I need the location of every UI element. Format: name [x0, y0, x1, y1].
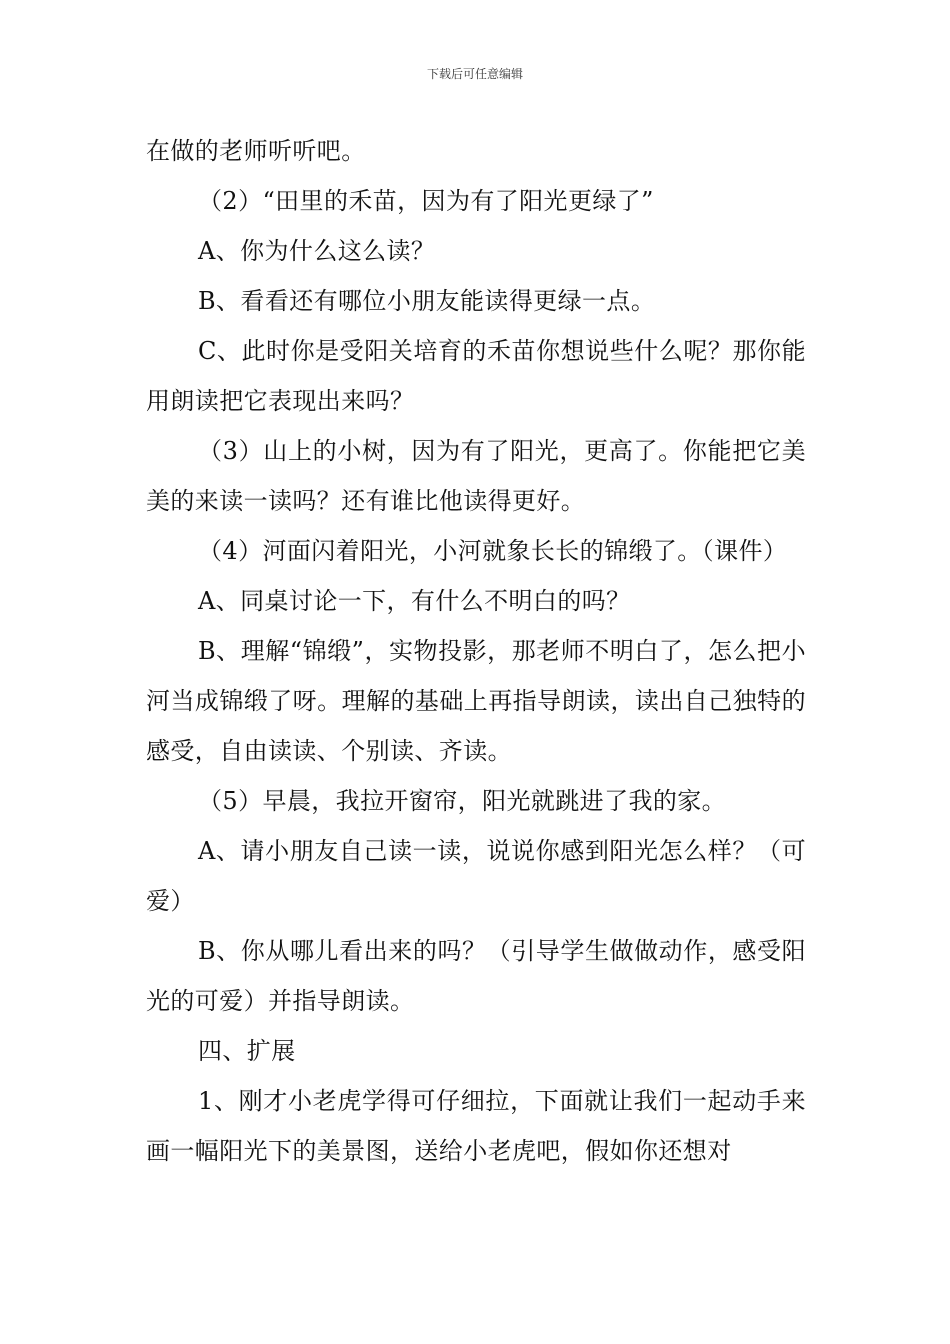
section-heading-extension: 四、扩展 — [198, 1037, 296, 1065]
paragraph-11: A、请小朋友自己读一读，说说你感到阳光怎么样？（可爱） — [146, 837, 806, 915]
paragraph-9: B、理解“锦缎”，实物投影，那老师不明白了，怎么把小河当成锦缎了呀。理解的基础上再指导朗读，读出自己独特的感受，自由读读、个别读、齐读。 — [146, 637, 806, 765]
document-body — [146, 126, 806, 1176]
paragraph-8: A、同桌讨论一下，有什么不明白的吗？ — [198, 587, 631, 615]
paragraph-6: （3）山上的小树，因为有了阳光，更高了。你能把它美美的来读一读吗？还有谁比他读得更好。 — [146, 437, 806, 515]
page-header: 下载后可任意编辑 — [426, 67, 523, 81]
paragraph-14: 1、刚才小老虎学得可仔细拉，下面就让我们一起动手来画一幅阳光下的美景图，送给小老虎吧，假如你还想对 — [146, 1087, 806, 1165]
paragraph-10: （5）早晨，我拉开窗帘，阳光就跳进了我的家。 — [198, 787, 727, 815]
paragraph-3: A、你为什么这么读？ — [198, 237, 436, 265]
paragraph-1: 在做的老师听听吧。 — [146, 137, 366, 165]
paragraph-2: （2）“田里的禾苗，因为有了阳光更绿了” — [198, 187, 654, 215]
paragraph-7: （4）河面闪着阳光，小河就象长长的锦缎了。（课件） — [198, 537, 788, 565]
paragraph-4: B、看看还有哪位小朋友能读得更绿一点。 — [198, 287, 656, 315]
paragraph-5: C、此时你是受阳关培育的禾苗你想说些什么呢？那你能用朗读把它表现出来吗？ — [146, 337, 806, 415]
paragraph-12: B、你从哪儿看出来的吗？（引导学生做做动作，感受阳光的可爱）并指导朗读。 — [146, 937, 806, 1015]
